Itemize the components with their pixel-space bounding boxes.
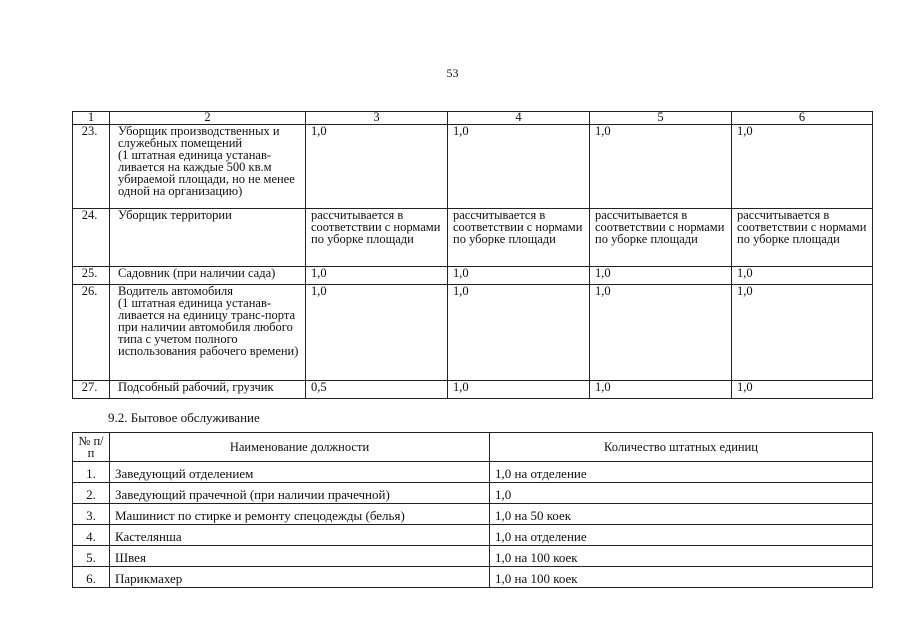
row-number: 23. [73,125,110,209]
quantity-cell: 1,0 на 100 коек [490,546,873,567]
row-number: 2. [73,483,110,504]
value-cell: 1,0 [590,285,732,381]
value-cell: 1,0 [448,381,590,399]
position-name: Подсобный рабочий, грузчик [118,380,274,394]
column-header-number: № п/п [73,433,110,462]
position-cell [110,381,306,399]
section-title: 9.2. Бытовое обслуживание [108,410,260,425]
row-number: 6. [73,567,110,588]
position-name: Швея [110,546,490,567]
quantity-cell: 1,0 на отделение [490,525,873,546]
value-cell: 1,0 [590,381,732,399]
household-services-table [72,432,873,588]
position-cell [110,285,306,381]
staffing-table [72,111,873,399]
position-name: Заведующий отделением [110,462,490,483]
row-number: 3. [73,504,110,525]
row-number: 25. [73,267,110,285]
value-cell: 0,5 [306,381,448,399]
row-number: 24. [73,209,110,267]
value-cell: рассчитывается в соответствии с нормами по уборке площади [306,209,448,267]
column-header: 5 [590,112,732,125]
position-cell [110,209,306,267]
row-number: 26. [73,285,110,381]
table-header-row [73,433,873,462]
table-row [73,462,873,483]
value-cell: 1,0 [590,267,732,285]
table-row [73,381,873,399]
value-cell: 1,0 [448,267,590,285]
table-row [73,504,873,525]
value-cell: 1,0 [732,267,873,285]
value-cell: рассчитывается в соответствии с нормами по уборке площади [732,209,873,267]
position-name: Садовник (при наличии сада) [118,266,276,280]
column-header: 2 [110,112,306,125]
table-row [73,525,873,546]
value-cell: рассчитывается в соответствии с нормами по уборке площади [448,209,590,267]
row-number: 1. [73,462,110,483]
value-cell: 1,0 [732,285,873,381]
column-header: 3 [306,112,448,125]
position-name: Водитель автомобиля [118,284,233,298]
row-number: 4. [73,525,110,546]
column-header-position: Наименование должности [110,433,490,462]
column-header-quantity: Количество штатных единиц [490,433,873,462]
position-cell [110,267,306,285]
table-row [73,267,873,285]
table-row [73,209,873,267]
value-cell: 1,0 [306,125,448,209]
value-cell: рассчитывается в соответствии с нормами по уборке площади [590,209,732,267]
row-number: 27. [73,381,110,399]
table-header-row [73,112,873,125]
position-note: (1 штатная единица устанав-ливается на единицу транс-порта при наличии автомобиля любого типа с учетом полного использования рабочего времени) [118,296,299,358]
page-number: 53 [446,66,459,80]
position-name: Парикмахер [110,567,490,588]
quantity-cell: 1,0 на отделение [490,462,873,483]
position-name: Машинист по стирке и ремонту спецодежды (белья) [110,504,490,525]
position-name: Уборщик производственных и служебных помещений [118,124,280,150]
value-cell: 1,0 [732,125,873,209]
table-row [73,125,873,209]
column-header: 4 [448,112,590,125]
column-header: 6 [732,112,873,125]
table-row [73,567,873,588]
position-note: (1 штатная единица устанав-ливается на каждые 500 кв.м убираемой площади, но не менее одной на организацию) [118,148,295,198]
quantity-cell: 1,0 [490,483,873,504]
column-header: 1 [73,112,110,125]
position-name: Заведующий прачечной (при наличии прачечной) [110,483,490,504]
position-name: Уборщик территории [118,208,232,222]
table-row [73,546,873,567]
value-cell: 1,0 [448,125,590,209]
value-cell: 1,0 [306,267,448,285]
row-number: 5. [73,546,110,567]
value-cell: 1,0 [732,381,873,399]
value-cell: 1,0 [448,285,590,381]
position-name: Кастелянша [110,525,490,546]
value-cell: 1,0 [590,125,732,209]
table-row [73,483,873,504]
table-row [73,285,873,381]
quantity-cell: 1,0 на 50 коек [490,504,873,525]
value-cell: 1,0 [306,285,448,381]
quantity-cell: 1,0 на 100 коек [490,567,873,588]
position-cell [110,125,306,209]
